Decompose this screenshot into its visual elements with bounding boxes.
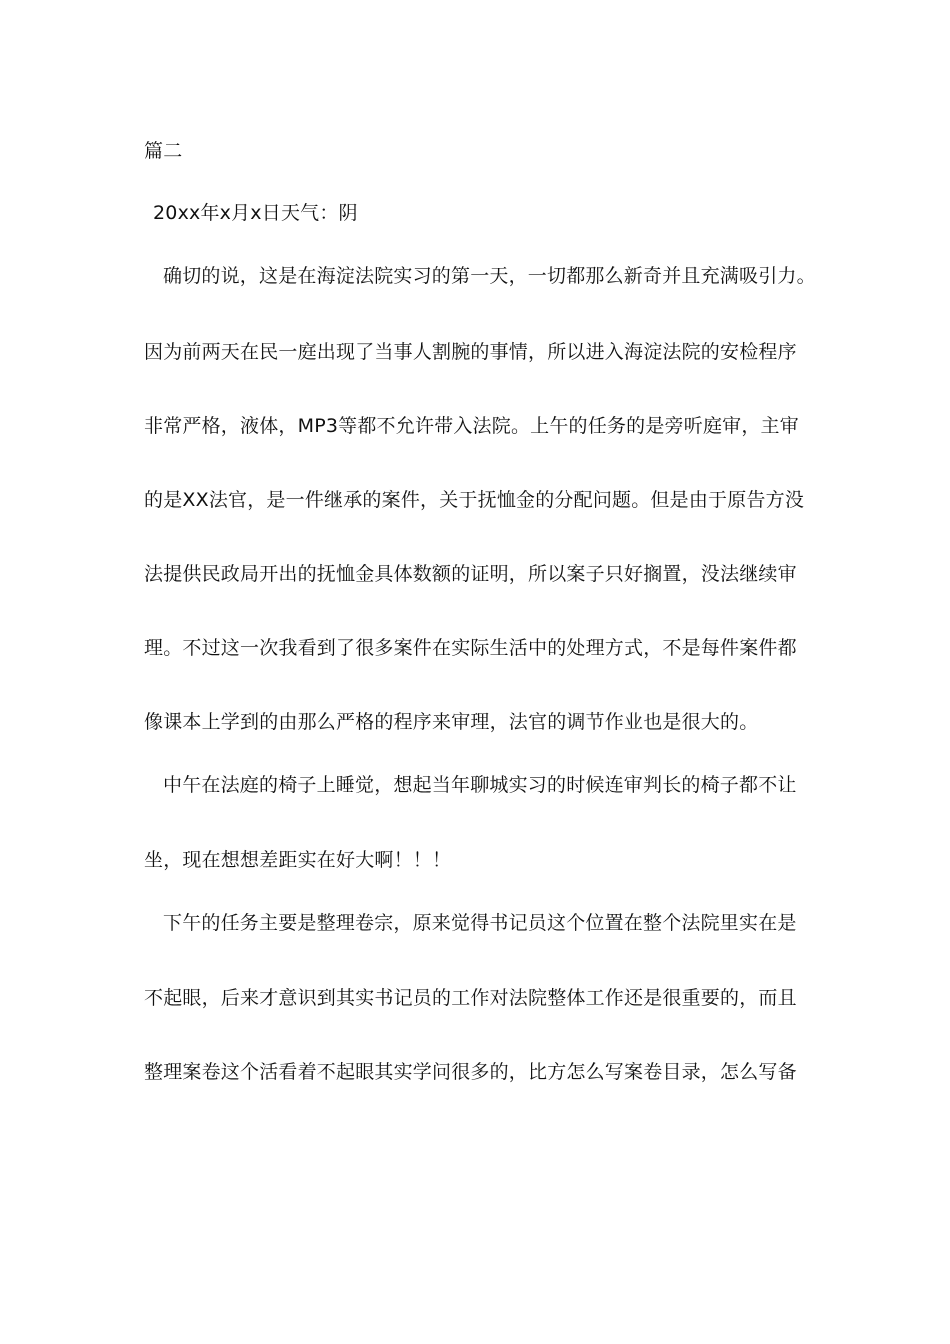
paragraph-1-line-2: 因为前两天在民一庭出现了当事人割腕的事情，所以进入海淀法院的安检程序 — [144, 341, 797, 363]
paragraph-3-line-3: 整理案卷这个活看着不起眼其实学问很多的，比方怎么写案卷目录，怎么写备 — [144, 1061, 797, 1083]
paragraph-2-line-1: 中午在法庭的椅子上睡觉，想起当年聊城实习的时候连审判长的椅子都不让 — [163, 774, 797, 796]
paragraph-1-line-4: 的是XX法官，是一件继承的案件，关于抚恤金的分配问题。但是由于原告方没 — [144, 489, 805, 511]
paragraph-1-line-6: 理。不过这一次我看到了很多案件在实际生活中的处理方式，不是每件案件都 — [144, 637, 797, 659]
paragraph-1-line-5: 法提供民政局开出的抚恤金具体数额的证明，所以案子只好搁置，没法继续审 — [144, 563, 797, 585]
paragraph-2-line-2: 坐，现在想想差距实在好大啊！！！ — [144, 849, 452, 871]
paragraph-1-line-1: 确切的说，这是在海淀法院实习的第一天，一切都那么新奇并且充满吸引力。 — [163, 265, 816, 287]
paragraph-1-line-3: 非常严格，液体，MP3等都不允许带入法院。上午的任务的是旁听庭审，主审 — [144, 415, 799, 437]
paragraph-3-line-2: 不起眼，后来才意识到其实书记员的工作对法院整体工作还是很重要的，而且 — [144, 987, 797, 1009]
paragraph-1-line-7: 像课本上学到的由那么严格的程序来审理，法官的调节作业也是很大的。 — [144, 711, 759, 733]
date-weather-line: 20xx年x月x日天气：阴 — [153, 202, 358, 224]
paragraph-3-line-1: 下午的任务主要是整理卷宗，原来觉得书记员这个位置在整个法院里实在是 — [163, 912, 797, 934]
section-heading: 篇二 — [144, 140, 183, 162]
